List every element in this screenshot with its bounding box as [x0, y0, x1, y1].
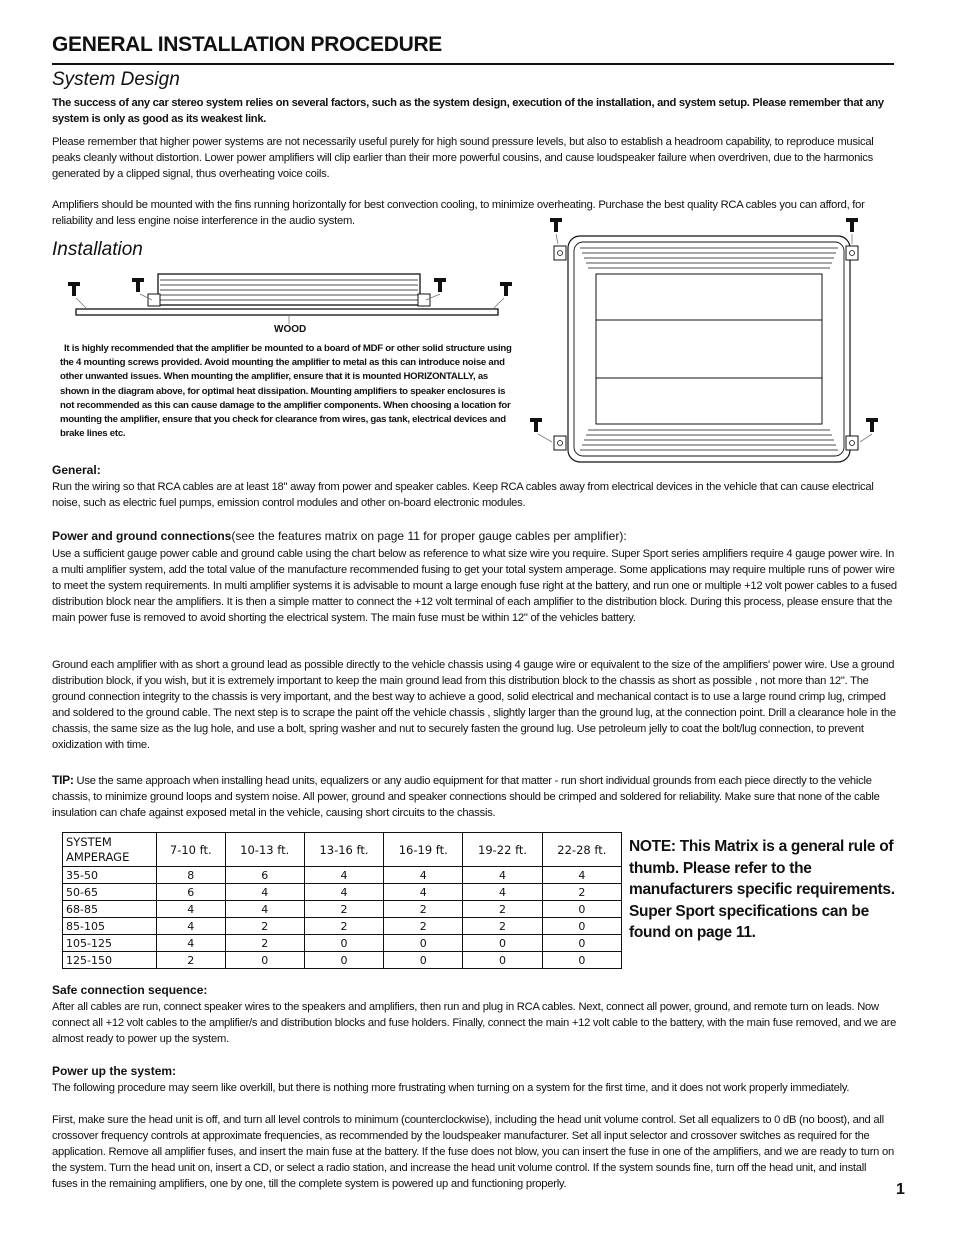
- matrix-gauge-cell: 0: [384, 952, 463, 969]
- matrix-corner-line-2: AMPERAGE: [66, 849, 130, 864]
- matrix-corner-cell: [63, 833, 157, 867]
- matrix-gauge-cell: 0: [304, 952, 383, 969]
- matrix-gauge-cell: 4: [463, 867, 542, 884]
- power-up-heading: Power up the system:: [52, 1064, 177, 1078]
- power-ground-heading-note: (see the features matrix on page 11 for proper gauge cables per amplifier):: [231, 529, 627, 543]
- matrix-row: [63, 918, 622, 935]
- safe-connection-text: After all cables are run, connect speaker wires to the speakers and amplifiers, then run and plug in RCA cables. Next, connect all power, ground, and remote turn on leads. Now connect all +12 volt cables to the amplifier/s and distribution blocks and fuse holders. Finally, connect the main +12 volt cable to the battery, with the main fuse removed, and we are almost ready to power up the system.: [52, 1001, 897, 1045]
- power-up-paragraph-1: The following procedure may seem like overkill, but there is nothing more frustrating when turning on a system for the first time, and it does not work properly immediately.: [52, 1082, 850, 1094]
- matrix-row: [63, 901, 622, 918]
- matrix-gauge-cell: 0: [542, 935, 621, 952]
- top-mount-diagram: [528, 214, 888, 466]
- matrix-gauge-cell: 4: [542, 867, 621, 884]
- matrix-gauge-cell: 4: [157, 918, 226, 935]
- matrix-gauge-cell: 4: [225, 901, 304, 918]
- wire-gauge-matrix: [62, 832, 622, 969]
- general-text: Run the wiring so that RCA cables are at least 18" away from power and speaker cables. Keep RCA cables away from electrical devices in the vehicle that can cause electrical noise, such as electric fuel pumps, emission control modules and other on-board electronic modules.: [52, 481, 874, 509]
- matrix-note: NOTE: This Matrix is a general rule of thumb. Please refer to the manufacturers specific requirements. Super Sport specifications can be found on page 11.: [629, 838, 895, 941]
- matrix-gauge-cell: 4: [463, 884, 542, 901]
- matrix-gauge-cell: 4: [157, 901, 226, 918]
- matrix-column-header: 13-16 ft.: [304, 833, 383, 867]
- matrix-gauge-cell: 0: [304, 935, 383, 952]
- matrix-gauge-cell: 2: [463, 918, 542, 935]
- power-ground-heading-line: [52, 529, 898, 543]
- power-ground-paragraph-1: Use a sufficient gauge power cable and ground cable using the chart below as reference to what size wire you require. Super Sport series amplifiers require 4 gauge power wire. In a multi amplifier system, add the total value of the manufacture recommended fusing to get your total system amperage. Some applications may require multiple runs of power wire to meet the system requirements. In multi amplifier systems it is advisable to mount a large enough fuse right at the battery, and run one or multiple +12 volt power cables to a fused distribution block near the amplifiers. It is then a simple matter to connect the +12 volt terminal of each amplifier to the distribution block. During this process, please ensure that the main power fuse is removed to avoid shorting the electrical system. The main fuse must be within 12" of the vehicles battery.: [52, 548, 897, 624]
- matrix-gauge-cell: 2: [157, 952, 226, 969]
- matrix-gauge-cell: 4: [157, 935, 226, 952]
- matrix-gauge-cell: 2: [304, 918, 383, 935]
- matrix-column-header: 19-22 ft.: [463, 833, 542, 867]
- matrix-column-header: 7-10 ft.: [157, 833, 226, 867]
- matrix-gauge-cell: 0: [463, 952, 542, 969]
- matrix-gauge-cell: 4: [304, 884, 383, 901]
- power-ground-heading: Power and ground connections: [52, 529, 232, 543]
- matrix-gauge-cell: 0: [542, 952, 621, 969]
- matrix-gauge-cell: 8: [157, 867, 226, 884]
- matrix-gauge-cell: 4: [384, 867, 463, 884]
- matrix-amperage-cell: 50-65: [63, 884, 157, 901]
- matrix-gauge-cell: 6: [225, 867, 304, 884]
- general-heading: General:: [52, 463, 101, 477]
- matrix-row: [63, 935, 622, 952]
- matrix-gauge-cell: 2: [384, 918, 463, 935]
- power-ground-paragraph-2: Ground each amplifier with as short a ground lead as possible directly to the vehicle chassis using 4 gauge wire or equivalent to the size of the amplifiers' power wire. Use a ground distribution block, if you wish, but it is extremely important to keep the main ground lead from this distribution block to the chassis as short as possible , not more than 12". The ground connection integrity to the chassis is very important, and the best way to achieve a good, solid electrical and mechanical contact is to use a large round crimp lug, crimped and soldered to the ground cable. The next step is to scrape the paint off the vehicle chassis , slightly larger than the ground lug, at the connection point. Drill a clearance hole in the chassis, the same size as the lug hole, and use a bolt, spring washer and nut to securely fasten the ground lug. Use petroleum jelly to coat the bolt/lug connection, to prevent oxidization with time.: [52, 659, 896, 751]
- matrix-gauge-cell: 0: [384, 935, 463, 952]
- tip-label: TIP:: [52, 773, 74, 787]
- tip-text: Use the same approach when installing head units, equalizers or any audio equipment for that matter - run short individual grounds from each piece directly to the vehicle chassis, to minimize ground loops and system noise. All power, ground and speaker connections should be crimped and soldered for reliability. Make sure that none of the cable insulation can chafe against exposed metal in the vehicle, causing short circuits to the chassis.: [52, 775, 880, 819]
- matrix-gauge-cell: 2: [225, 918, 304, 935]
- matrix-column-header: 10-13 ft.: [225, 833, 304, 867]
- matrix-gauge-cell: 4: [384, 884, 463, 901]
- matrix-gauge-cell: 4: [225, 884, 304, 901]
- matrix-header-row: [63, 833, 622, 867]
- installation-caption: It is highly recommended that the amplifier be mounted to a board of MDF or other solid structure using the 4 mounting screws provided. Avoid mounting the amplifier to metal as this can introduce noise and other unwanted issues. When mounting the amplifier, ensure that it is mounted HORIZONTALLY, as shown in the diagram above, for optimal heat dissipation. Mounting amplifiers to speaker enclosures is not recommended as this can cause damage to the amplifier components. When choosing a location for mounting the amplifier, ensure that you check for clearance from wires, gas tank, electrical devices and brake lines etc.: [60, 343, 512, 440]
- matrix-row: [63, 884, 622, 901]
- safe-connection-heading: Safe connection sequence:: [52, 983, 208, 997]
- matrix-row: [63, 867, 622, 884]
- power-up-paragraph-2: First, make sure the head unit is off, and turn all level controls to minimum (counterclockwise), including the head unit volume control. Set all equalizers to 0 dB (no boost), and all crossover frequency controls at approximate frequencies, as recommended by the loudspeaker manufacturer. Set all input selector and crossover switches as required for the application. Remove all amplifier fuses, and insert the main fuse at the battery. If the fuse does not blow, you can insert the fuse in one of the amplifiers, and we are ready to turn on the system. Turn the head unit on, insert a CD, or select a radio station, and increase the head unit volume control. If the system sounds fine, turn off the head unit, and install fuses in the remaining amplifiers, one by one, till the complete system is powered up and functioning properly.: [52, 1114, 894, 1190]
- matrix-gauge-cell: 0: [542, 918, 621, 935]
- matrix-amperage-cell: 105-125: [63, 935, 157, 952]
- tip-block: [52, 772, 898, 821]
- system-design-heading: System Design: [52, 69, 180, 90]
- matrix-amperage-cell: 125-150: [63, 952, 157, 969]
- page-number: 1: [896, 1181, 905, 1198]
- system-design-paragraph-2: Amplifiers should be mounted with the fins running horizontally for best convection cooling, to minimize overheating. Purchase the best quality RCA cables you can afford, for reliability and less engine noise interference in the audio system.: [52, 199, 865, 227]
- matrix-gauge-cell: 2: [304, 901, 383, 918]
- matrix-gauge-cell: 0: [542, 901, 621, 918]
- page-title: GENERAL INSTALLATION PROCEDURE: [52, 33, 443, 56]
- installation-heading: Installation: [52, 239, 143, 260]
- title-rule: [52, 63, 894, 65]
- matrix-gauge-cell: 6: [157, 884, 226, 901]
- matrix-amperage-cell: 35-50: [63, 867, 157, 884]
- system-design-lead: The success of any car stereo system relies on several factors, such as the system design, execution of the installation, and system setup. Please remember that any system is only as good as its weakest link.: [52, 97, 884, 125]
- matrix-amperage-cell: 85-105: [63, 918, 157, 935]
- matrix-column-header: 16-19 ft.: [384, 833, 463, 867]
- matrix-gauge-cell: 0: [463, 935, 542, 952]
- wood-label: WOOD: [274, 324, 307, 335]
- matrix-gauge-cell: 4: [304, 867, 383, 884]
- matrix-gauge-cell: 2: [542, 884, 621, 901]
- matrix-corner-line-1: SYSTEM: [66, 834, 112, 849]
- matrix-gauge-cell: 2: [225, 935, 304, 952]
- matrix-row: [63, 952, 622, 969]
- system-design-paragraph-1: Please remember that higher power systems are not necessarily useful purely for high sound pressure levels, but also to establish a headroom capability, to reproduce musical peaks cleanly without distortion. Lower power amplifiers will clip earlier than their more powerful cousins, and cause loudspeaker failure when overdriven, due to the harmonics generated by a clipped signal, thus overheating voice coils.: [52, 136, 874, 180]
- matrix-column-header: 22-28 ft.: [542, 833, 621, 867]
- matrix-amperage-cell: 68-85: [63, 901, 157, 918]
- matrix-gauge-cell: 0: [225, 952, 304, 969]
- matrix-gauge-cell: 2: [384, 901, 463, 918]
- matrix-gauge-cell: 2: [463, 901, 542, 918]
